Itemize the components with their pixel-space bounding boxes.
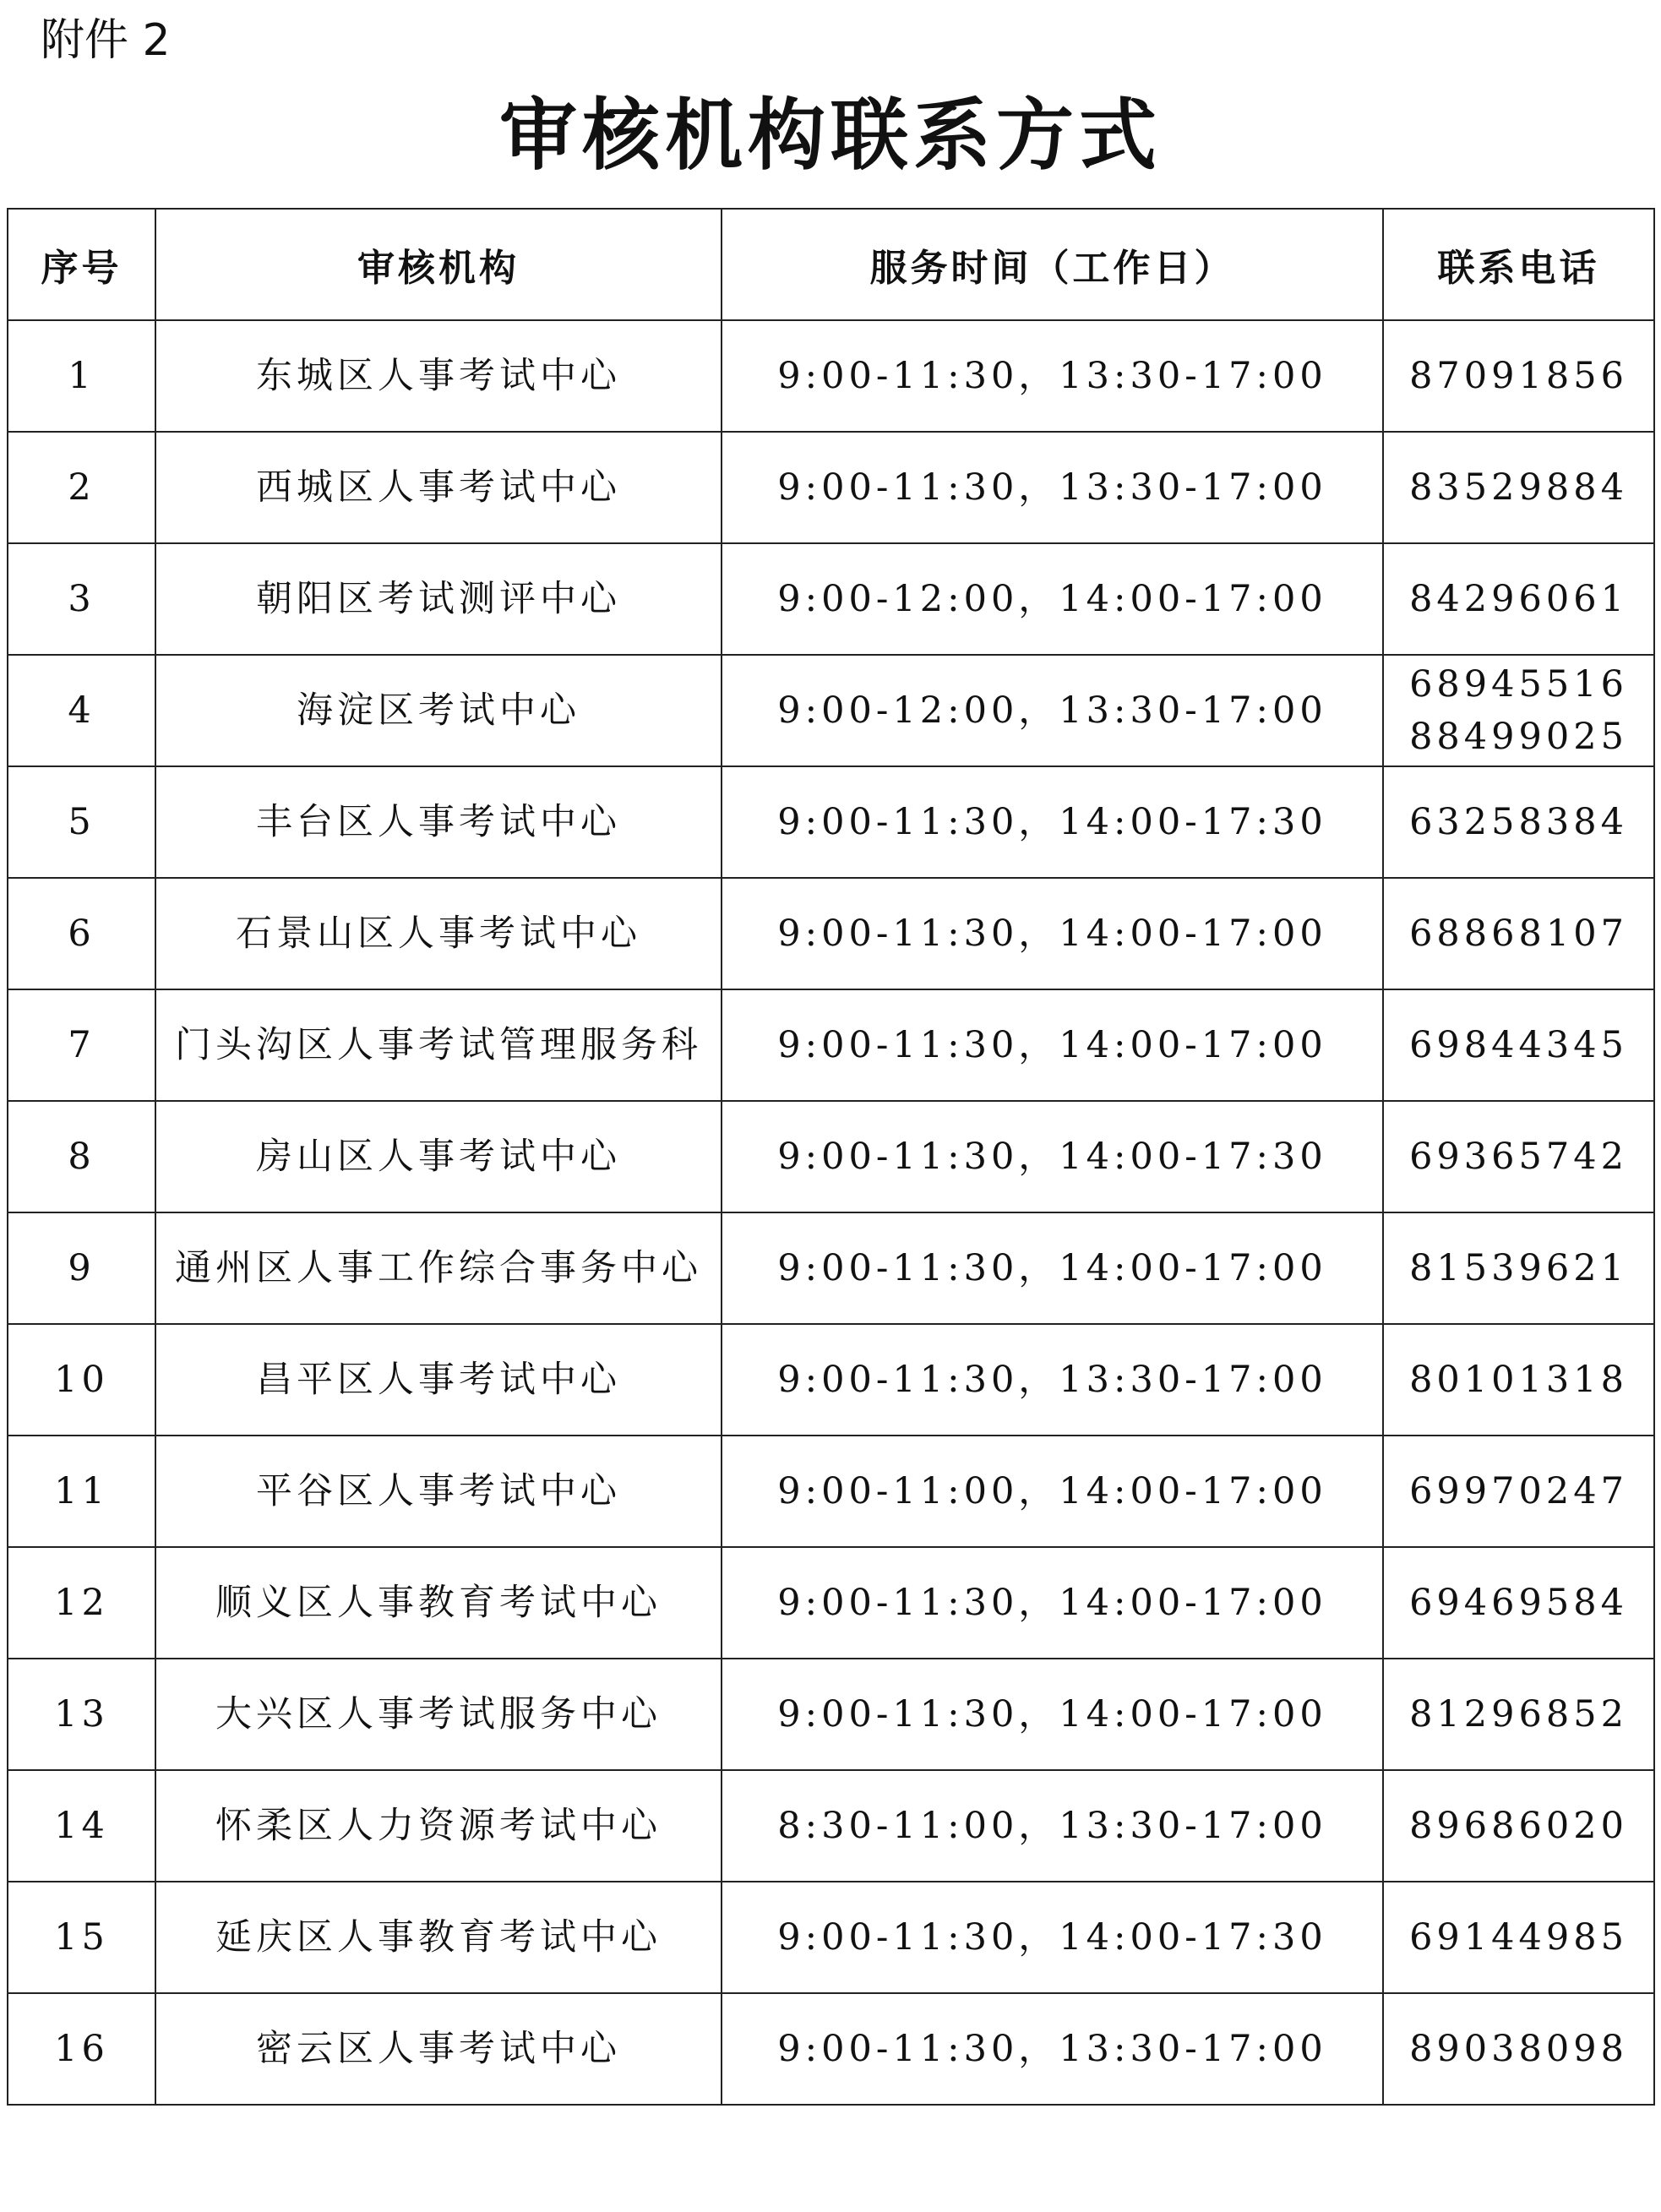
organization-name: 怀柔区人力资源考试中心 (155, 1770, 722, 1882)
organization-name: 房山区人事考试中心 (155, 1101, 722, 1212)
attachment-label: 附件 2 (41, 15, 171, 66)
service-time: 9:00-11:30，13:30-17:00 (722, 320, 1383, 432)
phone-cell (1383, 878, 1654, 989)
organization-name: 延庆区人事教育考试中心 (155, 1882, 722, 1993)
phone-cell (1383, 1547, 1654, 1659)
phone-number: 68868107 (1409, 913, 1628, 955)
table-row (8, 432, 1654, 543)
phone-number: 81296852 (1409, 1693, 1628, 1735)
organization-name: 东城区人事考试中心 (155, 320, 722, 432)
service-time: 9:00-11:30，14:00-17:00 (722, 1659, 1383, 1770)
column-header-number: 序号 (8, 209, 155, 320)
phone-number: 63258384 (1409, 801, 1628, 843)
row-number: 2 (8, 432, 155, 543)
phone-number: 88499025 (1409, 716, 1628, 758)
service-time: 9:00-11:30，14:00-17:00 (722, 1212, 1383, 1324)
table-row (8, 878, 1654, 989)
row-number: 3 (8, 543, 155, 655)
row-number: 6 (8, 878, 155, 989)
service-time: 9:00-11:00，14:00-17:00 (722, 1436, 1383, 1547)
organization-name: 大兴区人事考试服务中心 (155, 1659, 722, 1770)
phone-number: 84296061 (1409, 578, 1628, 620)
row-number: 1 (8, 320, 155, 432)
table-header-row (8, 209, 1654, 320)
phone-number: 89038098 (1409, 2028, 1628, 2070)
row-number: 16 (8, 1993, 155, 2105)
phone-cell (1383, 655, 1654, 766)
phone-cell (1383, 1659, 1654, 1770)
organization-name: 海淀区考试中心 (155, 655, 722, 766)
phone-number: 69844345 (1409, 1024, 1628, 1066)
table-body (8, 320, 1654, 2105)
page-title: 审核机构联系方式 (498, 90, 1162, 181)
phone-number: 69970247 (1409, 1470, 1628, 1512)
table-row (8, 1212, 1654, 1324)
table-row (8, 655, 1654, 766)
table-row (8, 320, 1654, 432)
phone-number: 68945516 (1409, 663, 1628, 706)
phone-number: 87091856 (1409, 355, 1628, 397)
phone-cell (1383, 1324, 1654, 1436)
service-time: 8:30-11:00，13:30-17:00 (722, 1770, 1383, 1882)
table-row (8, 1436, 1654, 1547)
table-row (8, 1101, 1654, 1212)
organization-name: 朝阳区考试测评中心 (155, 543, 722, 655)
row-number: 15 (8, 1882, 155, 1993)
row-number: 11 (8, 1436, 155, 1547)
table-row (8, 1659, 1654, 1770)
organization-name: 通州区人事工作综合事务中心 (155, 1212, 722, 1324)
row-number: 12 (8, 1547, 155, 1659)
service-time: 9:00-11:30，13:30-17:00 (722, 432, 1383, 543)
organization-name: 西城区人事考试中心 (155, 432, 722, 543)
phone-number: 81539621 (1409, 1247, 1628, 1289)
table-row (8, 1993, 1654, 2105)
phone-cell (1383, 432, 1654, 543)
service-time: 9:00-11:30，13:30-17:00 (722, 1324, 1383, 1436)
table-row (8, 1882, 1654, 1993)
phone-cell (1383, 766, 1654, 878)
service-time: 9:00-11:30，14:00-17:00 (722, 878, 1383, 989)
column-header-phone: 联系电话 (1383, 209, 1654, 320)
phone-cell (1383, 1436, 1654, 1547)
table-row (8, 766, 1654, 878)
organization-name: 门头沟区人事考试管理服务科 (155, 989, 722, 1101)
table-row (8, 1547, 1654, 1659)
organization-name: 石景山区人事考试中心 (155, 878, 722, 989)
organization-name: 昌平区人事考试中心 (155, 1324, 722, 1436)
phone-number: 69144985 (1409, 1916, 1628, 1959)
table-row (8, 543, 1654, 655)
phone-number: 69365742 (1409, 1136, 1628, 1178)
service-time: 9:00-11:30，13:30-17:00 (722, 1993, 1383, 2105)
service-time: 9:00-11:30，14:00-17:00 (722, 1547, 1383, 1659)
service-time: 9:00-12:00，13:30-17:00 (722, 655, 1383, 766)
phone-cell (1383, 989, 1654, 1101)
phone-number: 80101318 (1409, 1359, 1628, 1401)
row-number: 10 (8, 1324, 155, 1436)
organization-name: 密云区人事考试中心 (155, 1993, 722, 2105)
contacts-table (7, 208, 1655, 2106)
phone-number: 69469584 (1409, 1582, 1628, 1624)
organization-name: 平谷区人事考试中心 (155, 1436, 722, 1547)
row-number: 14 (8, 1770, 155, 1882)
service-time: 9:00-11:30，14:00-17:30 (722, 1101, 1383, 1212)
phone-cell (1383, 1770, 1654, 1882)
phone-number: 89686020 (1409, 1805, 1628, 1847)
organization-name: 丰台区人事考试中心 (155, 766, 722, 878)
table-row (8, 1770, 1654, 1882)
row-number: 5 (8, 766, 155, 878)
phone-cell (1383, 320, 1654, 432)
phone-cell (1383, 543, 1654, 655)
phone-cell (1383, 1101, 1654, 1212)
phone-cell (1383, 1993, 1654, 2105)
column-header-organization: 审核机构 (155, 209, 722, 320)
phone-number: 83529884 (1409, 466, 1628, 509)
row-number: 13 (8, 1659, 155, 1770)
row-number: 9 (8, 1212, 155, 1324)
column-header-service-time: 服务时间（工作日） (722, 209, 1383, 320)
table-row (8, 989, 1654, 1101)
table-row (8, 1324, 1654, 1436)
phone-cell (1383, 1212, 1654, 1324)
organization-name: 顺义区人事教育考试中心 (155, 1547, 722, 1659)
row-number: 4 (8, 655, 155, 766)
row-number: 8 (8, 1101, 155, 1212)
service-time: 9:00-11:30，14:00-17:30 (722, 766, 1383, 878)
phone-cell (1383, 1882, 1654, 1993)
service-time: 9:00-12:00，14:00-17:00 (722, 543, 1383, 655)
service-time: 9:00-11:30，14:00-17:00 (722, 989, 1383, 1101)
service-time: 9:00-11:30，14:00-17:30 (722, 1882, 1383, 1993)
row-number: 7 (8, 989, 155, 1101)
